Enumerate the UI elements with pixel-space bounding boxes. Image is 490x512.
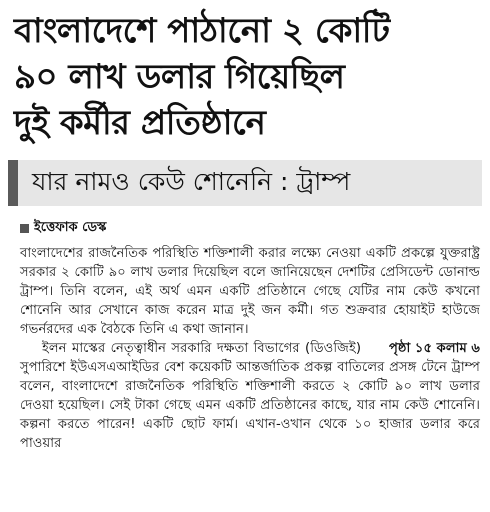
- headline-line-3: দুই কর্মীর প্রতিষ্ঠানে: [14, 103, 266, 143]
- byline-text: ইত্তেফাক ডেস্ক: [34, 220, 107, 235]
- subhead: যার নামও কেউ শোনেনি : ট্রাম্প: [32, 166, 351, 196]
- headline-line-2: ৯০ লাখ ডলার গিয়েছিল: [14, 57, 345, 97]
- article-paragraph-2: [20, 339, 480, 453]
- subhead-banner: [8, 160, 482, 206]
- article-paragraph-2-text: ইলন মাস্কের নেতৃত্বাধীন সরকারি দক্ষতা বিভাগের (ডিওজিই) সুপারিশে ইউএসএআইডির বেশ কয়েকটি আন্তর্জাতিক প্রকল্প বাতিলের প্রসঙ্গ টেনে ট্রাম্প বলেন, বাংলাদেশে রাজনৈতিক পরিস্থিতি শক্তিশালী করতে ২ কোটি ৯০ লাখ ডলার দেওয়া হয়েছিল। সেই টাকা গেছে এমন একটি প্রতিষ্ঠানের কাছে, যার নাম কেউ শোনেনি। কল্পনা করতে পারেন! একটি ছোট ফার্ম। এখান-ওখান থেকে ১০ হাজার ডলার করে পাওয়ার: [20, 341, 480, 451]
- article-body: [20, 244, 480, 453]
- continuation-note: পৃষ্ঠা ১৫ কলাম ৬: [388, 341, 480, 356]
- headline-line-1: বাংলাদেশে পাঠানো ২ কোটি: [14, 11, 390, 51]
- headline: [14, 8, 480, 146]
- byline-square-icon: [20, 224, 29, 233]
- byline: [20, 218, 106, 239]
- article-paragraph-1: বাংলাদেশের রাজনৈতিক পরিস্থিতি শক্তিশালী করার লক্ষ্যে নেওয়া একটি প্রকল্পে যুক্তরাষ্ট্র সরকার ২ কোটি ৯০ লাখ ডলার দিয়েছিল বলে জানিয়েছেন দেশটির প্রেসিডেন্ট ডোনাল্ড ট্রাম্প। তিনি বলেন, এই অর্থ এমন একটি প্রতিষ্ঠানে গেছে যেটির নাম কেউ কখনো শোনেনি আর সেখানে কাজ করেন মাত্র দুই জন কর্মী। গত শুক্রবার হোয়াইট হাউজে গভর্নরদের এক বৈঠকে তিনি এ কথা জানান।: [20, 246, 480, 337]
